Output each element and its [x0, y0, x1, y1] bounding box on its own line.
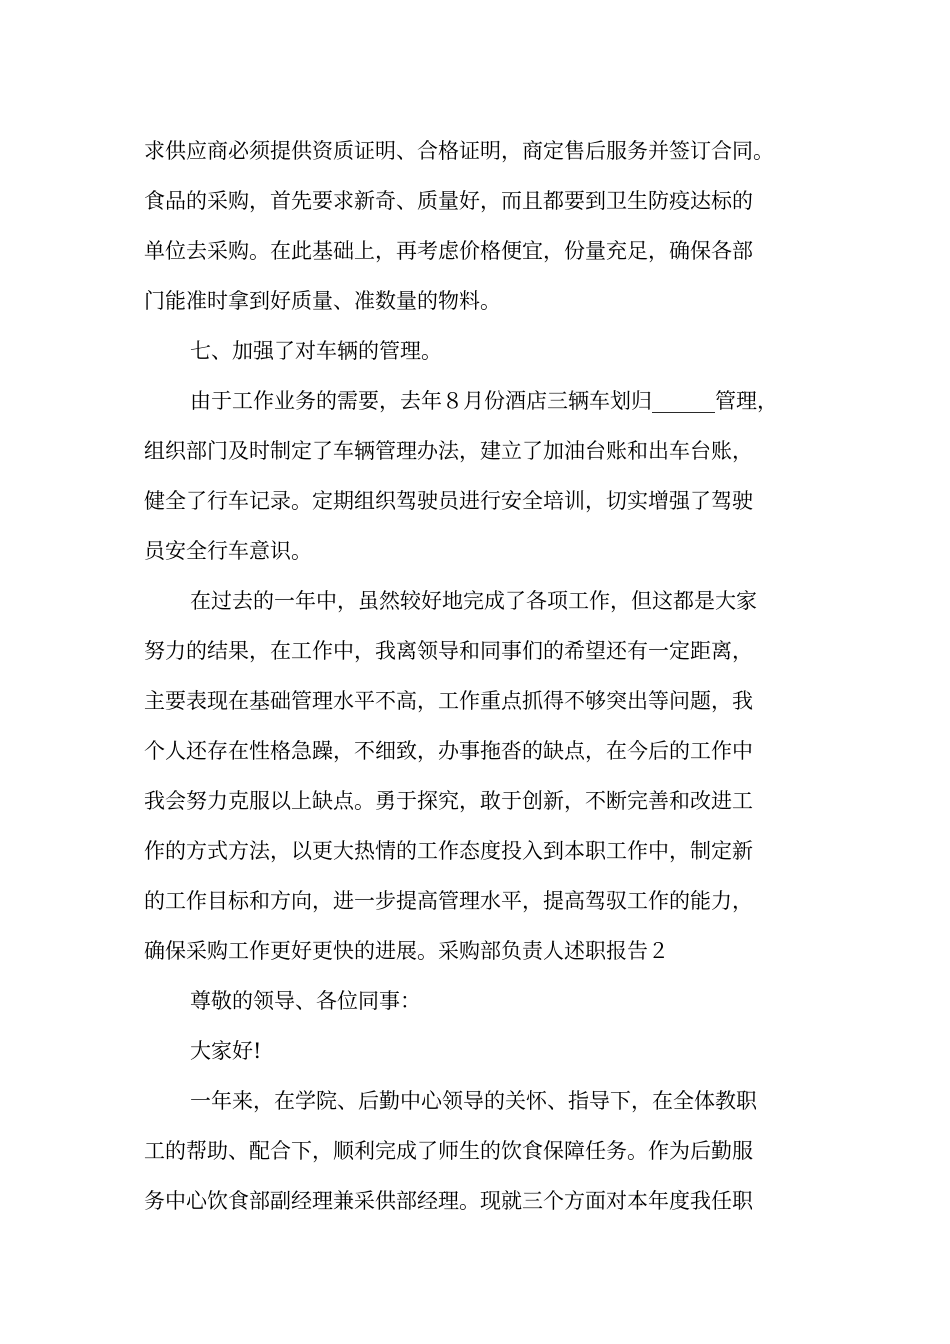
text-line: 健全了行车记录。定期组织驾驶员进行安全培训，切实增强了驾驶 [144, 489, 753, 513]
text-line: 个人还存在性格急躁，不细致，办事拖沓的缺点，在今后的工作中 [144, 739, 753, 763]
text-line: 单位去采购。在此基础上，再考虑价格便宜，份量充足，确保各部 [144, 239, 753, 263]
text-line: 由于工作业务的需要，去年８月份酒店三辆车划归______管理， [190, 389, 778, 413]
text-line: 努力的结果，在工作中，我离领导和同事们的希望还有一定距离， [144, 639, 753, 663]
text-line: 在过去的一年中，虽然较好地完成了各项工作，但这都是大家 [190, 589, 757, 613]
text-line: 食品的采购，首先要求新奇、质量好，而且都要到卫生防疫达标的 [144, 189, 753, 213]
text-line: 确保采购工作更好更快的进展。采购部负责人述职报告２ [144, 939, 669, 963]
section-heading: 七、加强了对车辆的管理。 [190, 339, 442, 363]
text-line: 我会努力克服以上缺点。勇于探究，敢于创新，不断完善和改进工 [144, 789, 753, 813]
text-line: 一年来，在学院、后勤中心领导的关怀、指导下，在全体教职 [190, 1089, 757, 1113]
text-line: 主要表现在基础管理水平不高，工作重点抓得不够突出等问题，我 [144, 689, 753, 713]
text-line: 的工作目标和方向，进一步提高管理水平，提高驾驭工作的能力， [144, 889, 753, 913]
text-line: 工的帮助、配合下，顺利完成了师生的饮食保障任务。作为后勤服 [144, 1139, 753, 1163]
salutation: 尊敬的领导、各位同事： [190, 989, 421, 1013]
text-line: 门能准时拿到好质量、准数量的物料。 [144, 289, 501, 313]
greeting: 大家好! [190, 1039, 262, 1063]
text-line: 员安全行车意识。 [144, 539, 312, 563]
document-body [144, 126, 824, 1226]
text-line: 求供应商必须提供资质证明、合格证明，商定售后服务并签订合同。 [144, 139, 774, 163]
text-line: 务中心饮食部副经理兼采供部经理。现就三个方面对本年度我任职 [144, 1189, 753, 1213]
text-line: 作的方式方法，以更大热情的工作态度投入到本职工作中，制定新 [144, 839, 753, 863]
text-line: 组织部门及时制定了车辆管理办法，建立了加油台账和出车台账， [144, 439, 753, 463]
